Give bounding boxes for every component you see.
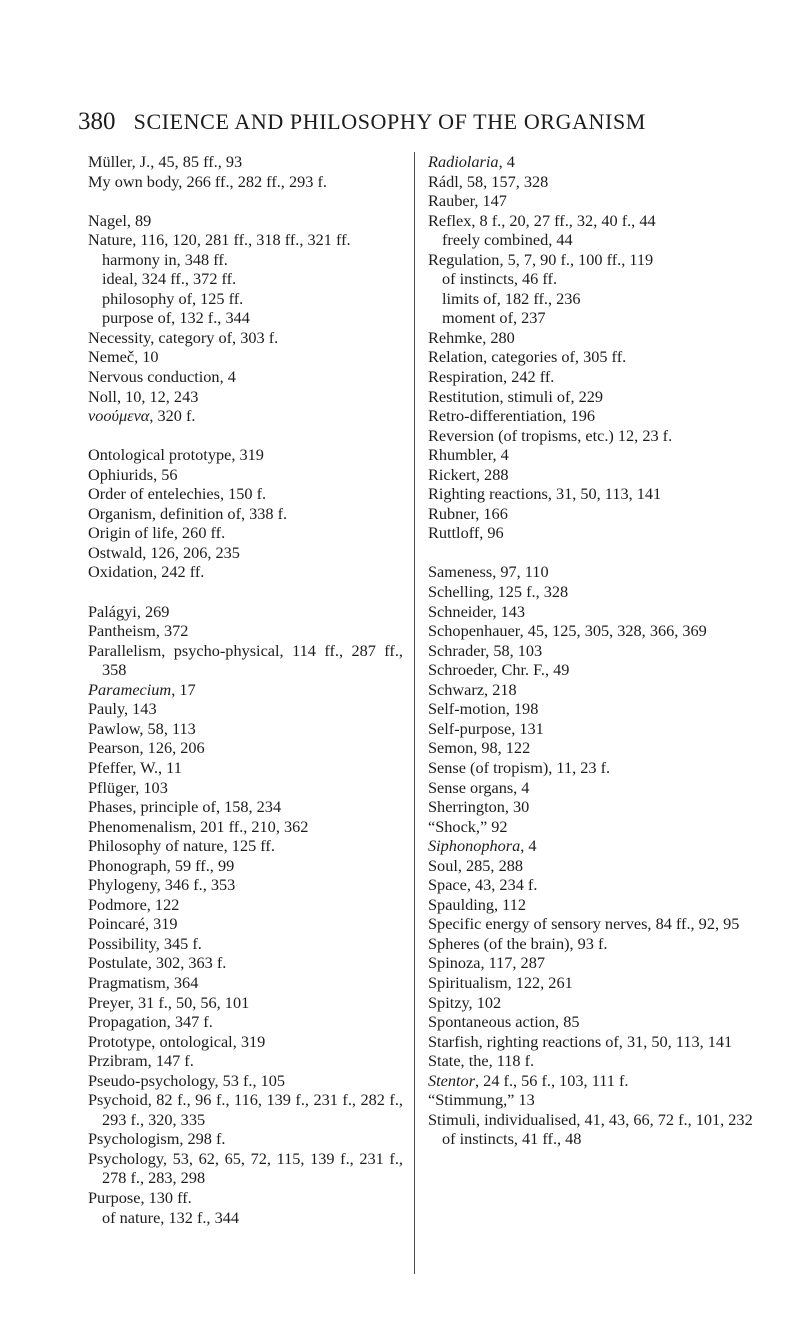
index-entry: Retro-differentiation, 196 (428, 406, 595, 426)
index-entry: Rauber, 147 (428, 191, 507, 211)
index-column-right (428, 152, 763, 1149)
index-entry: Schelling, 125 f., 328 (428, 582, 569, 602)
index-entry: Reflex, 8 f., 20, 27 ff., 32, 40 f., 44 (428, 210, 656, 230)
index-entry: Reversion (of tropisms, etc.) 12, 23 f. (428, 425, 673, 445)
index-entry: Possibility, 345 f. (88, 933, 202, 953)
index-entry: Schopenhauer, 45, 125, 305, 328, 366, 369 (428, 621, 707, 641)
index-subentry: limits of, 182 ff., 236 (442, 288, 581, 308)
index-subentry: moment of, 237 (442, 308, 546, 328)
index-entry: Nervous conduction, 4 (88, 367, 236, 387)
index-entry: Sense (of tropism), 11, 23 f. (428, 757, 611, 777)
index-entry: Psychoid, 82 f., 96 f., 116, 139 f., 231 f., 282 f., 293 f., 320, 335 (88, 1090, 403, 1129)
index-subentry: philosophy of, 125 ff. (102, 288, 244, 308)
index-entry: Radiolaria, 4 (428, 152, 515, 171)
index-entry: Restitution, stimuli of, 229 (428, 386, 604, 406)
index-entry: Parallelism, psycho-physical, 114 ff., 287 ff., 358 (88, 640, 403, 680)
entry-gap (88, 426, 403, 446)
index-entry: Preyer, 31 f., 50, 56, 101 (88, 992, 250, 1012)
index-entry: Poincaré, 319 (88, 914, 178, 934)
index-entry: Spitzy, 102 (428, 992, 502, 1012)
entry-gap (88, 582, 403, 602)
index-entry: Prototype, ontological, 319 (88, 1031, 266, 1051)
index-entry: Righting reactions, 31, 50, 113, 141 (428, 484, 662, 504)
page-number: 380 (78, 108, 116, 135)
index-entry: Rádl, 58, 157, 328 (428, 171, 549, 191)
index-entry: Nagel, 89 (88, 210, 152, 230)
index-subentry: of instincts, 46 ff. (442, 269, 558, 289)
index-entry: Schroeder, Chr. F., 49 (428, 660, 570, 680)
index-entry: My own body, 266 ff., 282 ff., 293 f. (88, 171, 327, 191)
index-entry: Organism, definition of, 338 f. (88, 503, 288, 523)
index-entry: Schrader, 58, 103 (428, 640, 543, 660)
index-entry: Phonograph, 59 ff., 99 (88, 855, 235, 875)
index-entry: Sherrington, 30 (428, 797, 530, 817)
index-entry: Stimuli, individualised, 41, 43, 66, 72 f., 101, 232 (428, 1109, 753, 1129)
index-entry: Rubner, 166 (428, 503, 508, 523)
index-entry: Paramecium, 17 (88, 679, 196, 699)
index-entry: Nature, 116, 120, 281 ff., 318 ff., 321 ff. (88, 230, 351, 250)
index-entry: Spheres (of the brain), 93 f. (428, 933, 608, 953)
index-entry: Przibram, 147 f. (88, 1051, 194, 1071)
index-entry: Psychologism, 298 f. (88, 1129, 226, 1149)
index-entry: Order of entelechies, 150 f. (88, 484, 267, 504)
index-entry: νοούμενα, 320 f. (88, 406, 196, 426)
index-entry: Müller, J., 45, 85 ff., 93 (88, 152, 243, 171)
index-entry: Philosophy of nature, 125 ff. (88, 836, 275, 856)
index-entry: Palágyi, 269 (88, 601, 170, 621)
index-entry: Psychology, 53, 62, 65, 72, 115, 139 f., 231 f., 278 f., 283, 298 (88, 1148, 403, 1188)
index-entry: Pseudo-psychology, 53 f., 105 (88, 1070, 286, 1090)
index-entry: Starfish, righting reactions of, 31, 50, 113, 141 (428, 1031, 733, 1051)
index-entry: Schwarz, 218 (428, 679, 517, 699)
running-title: SCIENCE AND PHILOSOPHY OF THE ORGANISM (133, 109, 646, 134)
index-entry: “Stimmung,” 13 (428, 1090, 535, 1110)
index-entry: Rehmke, 280 (428, 327, 515, 347)
index-entry: Purpose, 130 ff. (88, 1187, 192, 1207)
index-entry: Soul, 285, 288 (428, 855, 523, 875)
index-entry: Pfeffer, W., 11 (88, 757, 182, 777)
index-entry: Spinoza, 117, 287 (428, 953, 545, 973)
index-entry: Pantheism, 372 (88, 621, 189, 641)
index-entry: Ostwald, 126, 206, 235 (88, 542, 240, 562)
running-header (78, 108, 778, 148)
entry-gap (88, 191, 403, 211)
index-entry: “Shock,” 92 (428, 816, 508, 836)
index-entry: Ophiurids, 56 (88, 464, 178, 484)
index-entry: Pragmatism, 364 (88, 972, 199, 992)
index-entry: Relation, categories of, 305 ff. (428, 347, 627, 367)
index-entry: Propagation, 347 f. (88, 1012, 213, 1032)
column-divider (414, 152, 415, 1274)
index-entry: Schneider, 143 (428, 601, 526, 621)
index-subentry: harmony in, 348 ff. (102, 249, 228, 269)
index-entry: Sameness, 97, 110 (428, 562, 549, 582)
index-entry: Stentor, 24 f., 56 f., 103, 111 f. (428, 1070, 629, 1090)
index-entry: Spontaneous action, 85 (428, 1012, 580, 1032)
index-entry: Oxidation, 242 ff. (88, 562, 205, 582)
index-entry: Ontological prototype, 319 (88, 445, 264, 465)
index-entry: Phylogeny, 346 f., 353 (88, 875, 236, 895)
index-entry: Podmore, 122 (88, 894, 180, 914)
index-entry: Origin of life, 260 ff. (88, 523, 226, 543)
index-entry: Specific energy of sensory nerves, 84 ff., 92, 95 (428, 914, 740, 934)
index-entry: Pawlow, 58, 113 (88, 718, 196, 738)
index-entry: Rhumbler, 4 (428, 445, 509, 465)
index-entry: Sense organs, 4 (428, 777, 530, 797)
entry-gap (428, 543, 763, 563)
index-column-left (88, 152, 403, 1227)
index-entry: Ruttloff, 96 (428, 523, 504, 543)
index-entry: Siphonophora, 4 (428, 836, 537, 856)
index-entry: Phenomenalism, 201 ff., 210, 362 (88, 816, 309, 836)
index-entry: Pflüger, 103 (88, 777, 168, 797)
index-entry: Postulate, 302, 363 f. (88, 953, 227, 973)
index-entry: Pauly, 143 (88, 699, 157, 719)
index-entry: Regulation, 5, 7, 90 f., 100 ff., 119 (428, 249, 654, 269)
index-entry: Spaulding, 112 (428, 894, 526, 914)
index-entry: Nemeč, 10 (88, 347, 159, 367)
index-entry: Noll, 10, 12, 243 (88, 386, 199, 406)
index-subentry: of nature, 132 f., 344 (102, 1207, 239, 1227)
index-entry: Phases, principle of, 158, 234 (88, 797, 282, 817)
index-entry: Pearson, 126, 206 (88, 738, 205, 758)
index-entry: Necessity, category of, 303 f. (88, 327, 279, 347)
index-entry: Spiritualism, 122, 261 (428, 972, 573, 992)
index-entry: Self-motion, 198 (428, 699, 539, 719)
index-subentry: ideal, 324 ff., 372 ff. (102, 269, 237, 289)
index-entry: Semon, 98, 122 (428, 738, 531, 758)
index-entry: Respiration, 242 ff. (428, 367, 555, 387)
index-subentry: purpose of, 132 f., 344 (102, 308, 250, 328)
index-entry: Space, 43, 234 f. (428, 875, 538, 895)
index-subentry: freely combined, 44 (442, 230, 573, 250)
index-subentry: of instincts, 41 ff., 48 (442, 1129, 582, 1149)
index-entry: Rickert, 288 (428, 464, 509, 484)
index-entry: State, the, 118 f. (428, 1051, 535, 1071)
index-entry: Self-purpose, 131 (428, 718, 544, 738)
